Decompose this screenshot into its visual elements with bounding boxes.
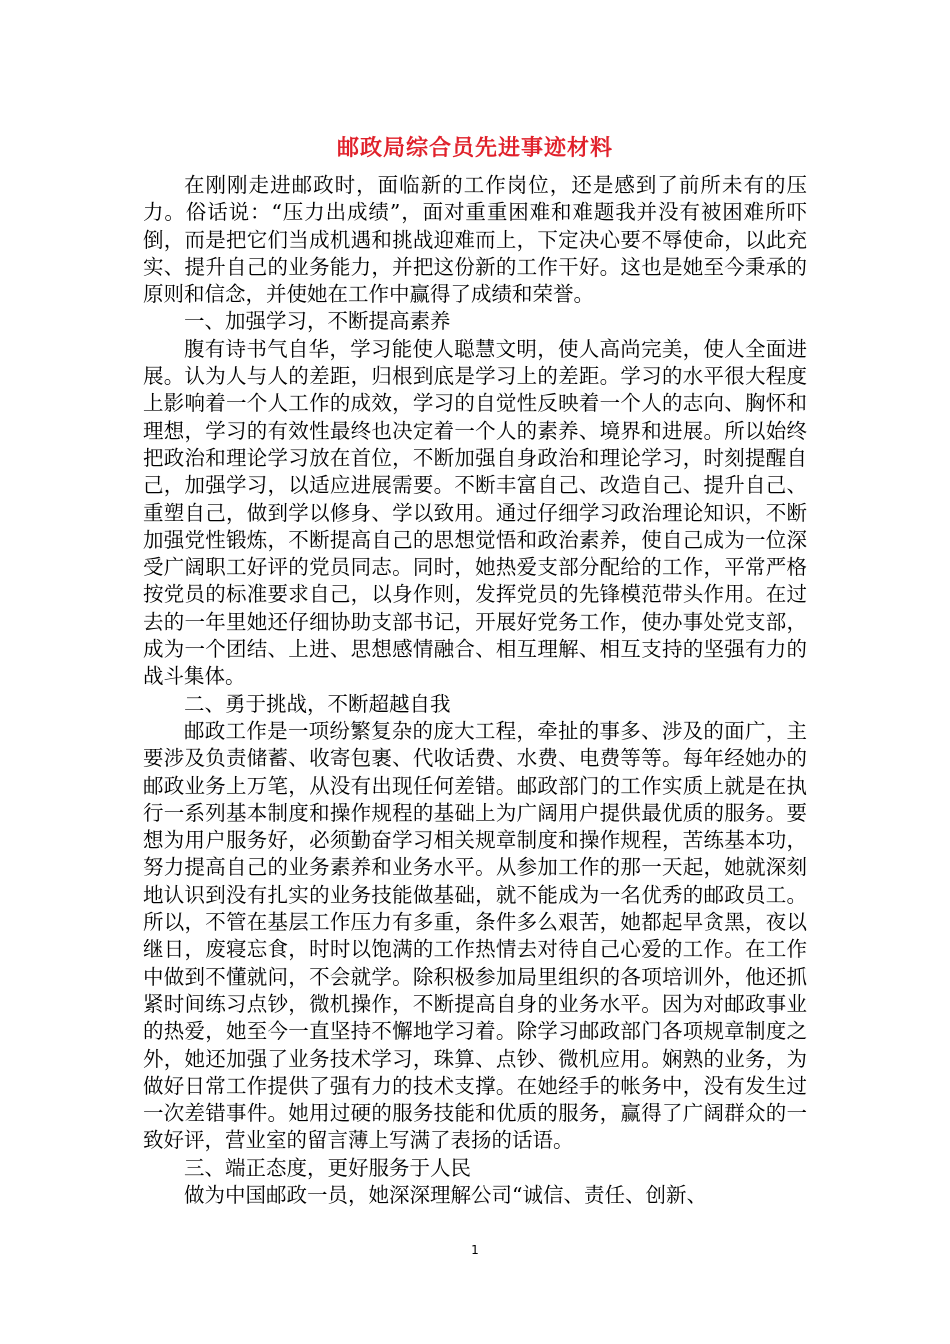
document-body [143, 172, 807, 1209]
document-title: 邮政局综合员先进事迹材料 [336, 136, 613, 161]
paragraph-intro: 在刚刚走进邮政时，面临新的工作岗位，还是感到了前所未有的压力。俗话说：“压力出成绩”，面对重重困难和难题我并没有被困难所吓倒，而是把它们当成机遇和挑战迎难而上，下定决心要不辱使命，以此充实、提升自己的业务能力，并把这份新的工作干好。这也是她至今秉承的原则和信念，并使她在工作中赢得了成绩和荣誉。 [143, 173, 807, 307]
page-number: 1 [471, 1243, 479, 1257]
paragraph-study: 腹有诗书气自华，学习能使人聪慧文明，使人高尚完美，使人全面进展。认为人与人的差距，归根到底是学习上的差距。学习的水平很大程度上影响着一个人工作的成效，学习的自觉性反映着一个人的志向、胸怀和理想，学习的有效性最终也决定着一个人的素养、境界和进展。所以始终把政治和理论学习放在首位，不断加强自身政治和理论学习，时刻提醒自己，加强学习，以适应进展需要。不断丰富自己、改造自己、提升自己、重塑自己，做到学以修身、学以致用。通过仔细学习政治理论知识，不断加强党性锻炼，不断提高自己的思想觉悟和政治素养，使自己成为一位深受广阔职工好评的党员同志。同时，她热爱支部分配给的工作，平常严格按党员的标准要求自己，以身作则，发挥党员的先锋模范带头作用。在过去的一年里她还仔细协助支部书记，开展好党务工作，使办事处党支部，成为一个团结、上进、思想感情融合、相互理解、相互支持的坚强有力的战斗集体。 [143, 336, 807, 689]
paragraph-challenge: 邮政工作是一项纷繁复杂的庞大工程，牵扯的事多、涉及的面广，主要涉及负责储蓄、收寄包裹、代收话费、水费、电费等等。每年经她办的邮政业务上万笔，从没有出现任何差错。邮政部门的工作实质上就是在执行一系列基本制度和操作规程的基础上为广阔用户提供最优质的服务。要想为用户服务好，必须勤奋学习相关规章制度和操作规程，苦练基本功，努力提高自己的业务素养和业务水平。从参加工作的那一天起，她就深刻地认识到没有扎实的业务技能做基础，就不能成为一名优秀的邮政员工。所以，不管在基层工作压力有多重，条件多么艰苦，她都起早贪黑，夜以继日，废寝忘食，时时以饱满的工作热情去对待自己心爱的工作。在工作中做到不懂就问，不会就学。除积极参加局里组织的各项培训外，他还抓紧时间练习点钞，微机操作，不断提高自身的业务水平。因为对邮政事业的热爱，她至今一直坚持不懈地学习着。除学习邮政部门各项规章制度之外，她还加强了业务技术学习，珠算、点钞、微机应用。娴熟的业务，为做好日常工作提供了强有力的技术支撑。在她经手的帐务中，没有发生过一次差错事件。她用过硬的服务技能和优质的服务，赢得了广阔群众的一致好评，营业室的留言薄上写满了表扬的话语。 [143, 718, 807, 1153]
section-heading-3: 三、端正态度，更好服务于人民 [184, 1155, 471, 1180]
section-heading-2: 二、勇于挑战，不断超越自我 [184, 691, 451, 716]
section-heading-1: 一、加强学习，不断提高素养 [184, 309, 451, 334]
paragraph-service: 做为中国邮政一员，她深深理解公司“诚信、责任、创新、 [184, 1182, 707, 1207]
